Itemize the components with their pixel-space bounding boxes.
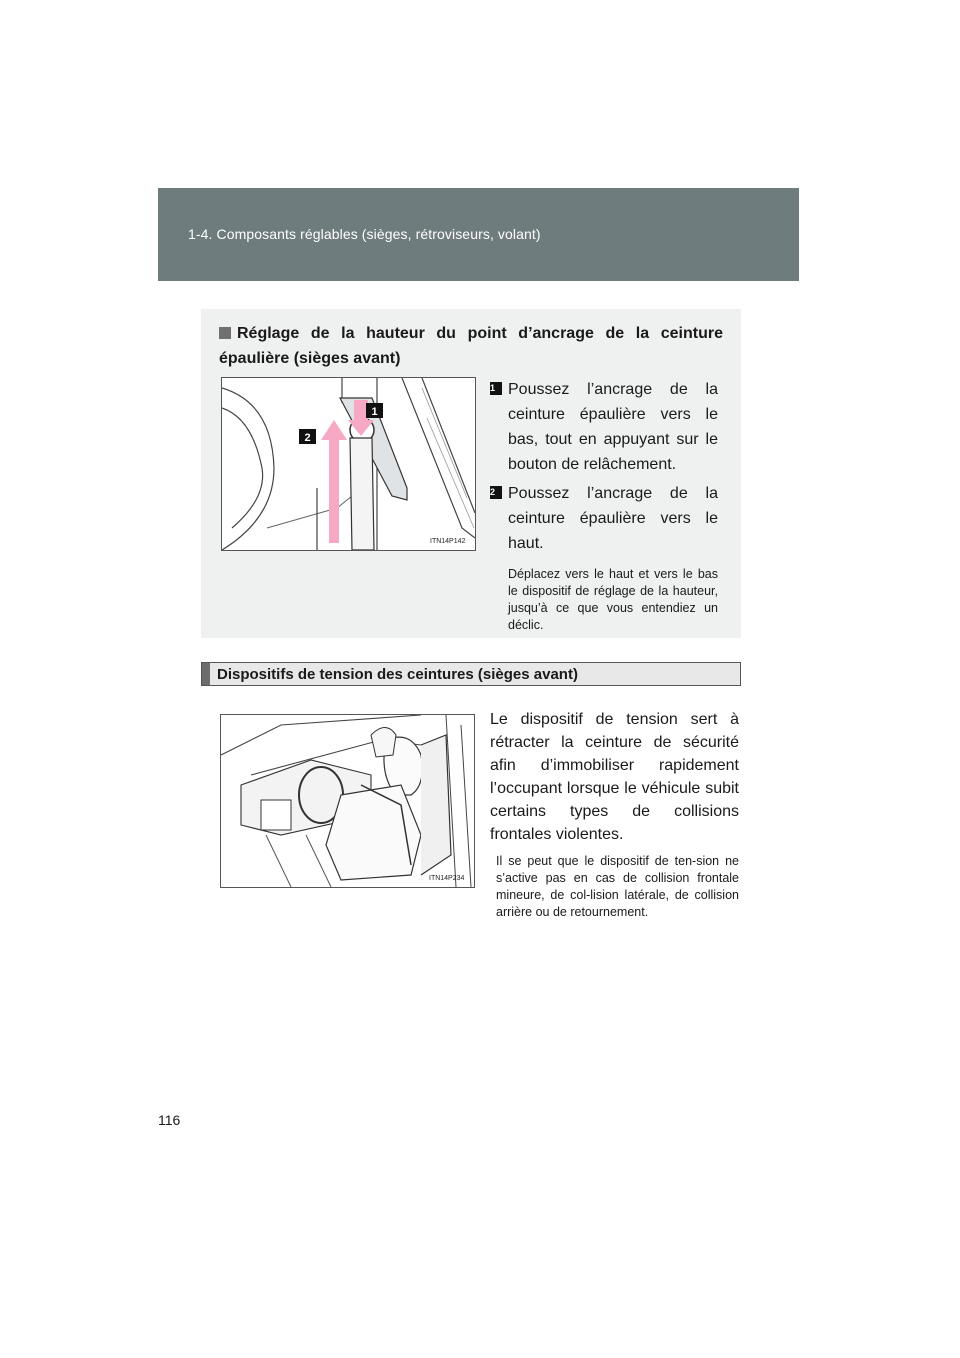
cabin-drawing <box>221 715 474 887</box>
step-text: Poussez l’ancrage de la ceinture épaulière vers le bas, tout en appuyant sur le bouton de relâchement. <box>508 381 718 473</box>
adjust-anchor-title: Réglage de la hauteur du point d’ancrage de la ceinture épaulière (sièges avant) <box>219 325 723 367</box>
adjust-anchor-box <box>201 309 741 638</box>
adjust-steps <box>490 377 718 634</box>
callout-1-label: 1 <box>371 406 378 418</box>
pretensioner-heading: Dispositifs de tension des ceintures (sièges avant) <box>201 662 741 686</box>
step-number: 2 <box>490 486 502 499</box>
step-text: Poussez l’ancrage de la ceinture épaulière vers le haut. <box>508 485 718 552</box>
image-code: ITN14P142 <box>430 538 466 545</box>
belt-anchor-illustration <box>221 377 476 551</box>
belt-anchor-drawing <box>222 378 475 550</box>
callout-2-label: 2 <box>304 432 311 444</box>
section-title: 1-4. Composants réglables (sièges, rétroviseurs, volant) <box>188 226 541 242</box>
step-number: 1 <box>490 382 502 395</box>
step-item <box>490 481 718 556</box>
step-item <box>490 377 718 477</box>
adjust-note: Déplacez vers le haut et vers le bas le dispositif de réglage de la hauteur, jusqu’à ce que vous entendiez un déclic. <box>508 567 718 632</box>
pretensioner-paragraph: Le dispositif de tension sert à rétracter la ceinture de sécurité afin d’immobiliser rapidement l’occupant lorsque le véhicule subit certains types de collisions frontales violentes. <box>490 711 739 843</box>
pretensioner-note: Il se peut que le dispositif de ten-sion ne s’active pas en cas de collision frontale mineure, de col-lision latérale, de collision arrière ou de retournement. <box>496 854 739 919</box>
square-bullet-icon <box>219 327 231 339</box>
pretensioner-illustration <box>220 714 475 888</box>
image-code: ITN14P234 <box>429 875 465 882</box>
page-number: 116 <box>158 1112 181 1128</box>
section-header <box>158 188 799 281</box>
